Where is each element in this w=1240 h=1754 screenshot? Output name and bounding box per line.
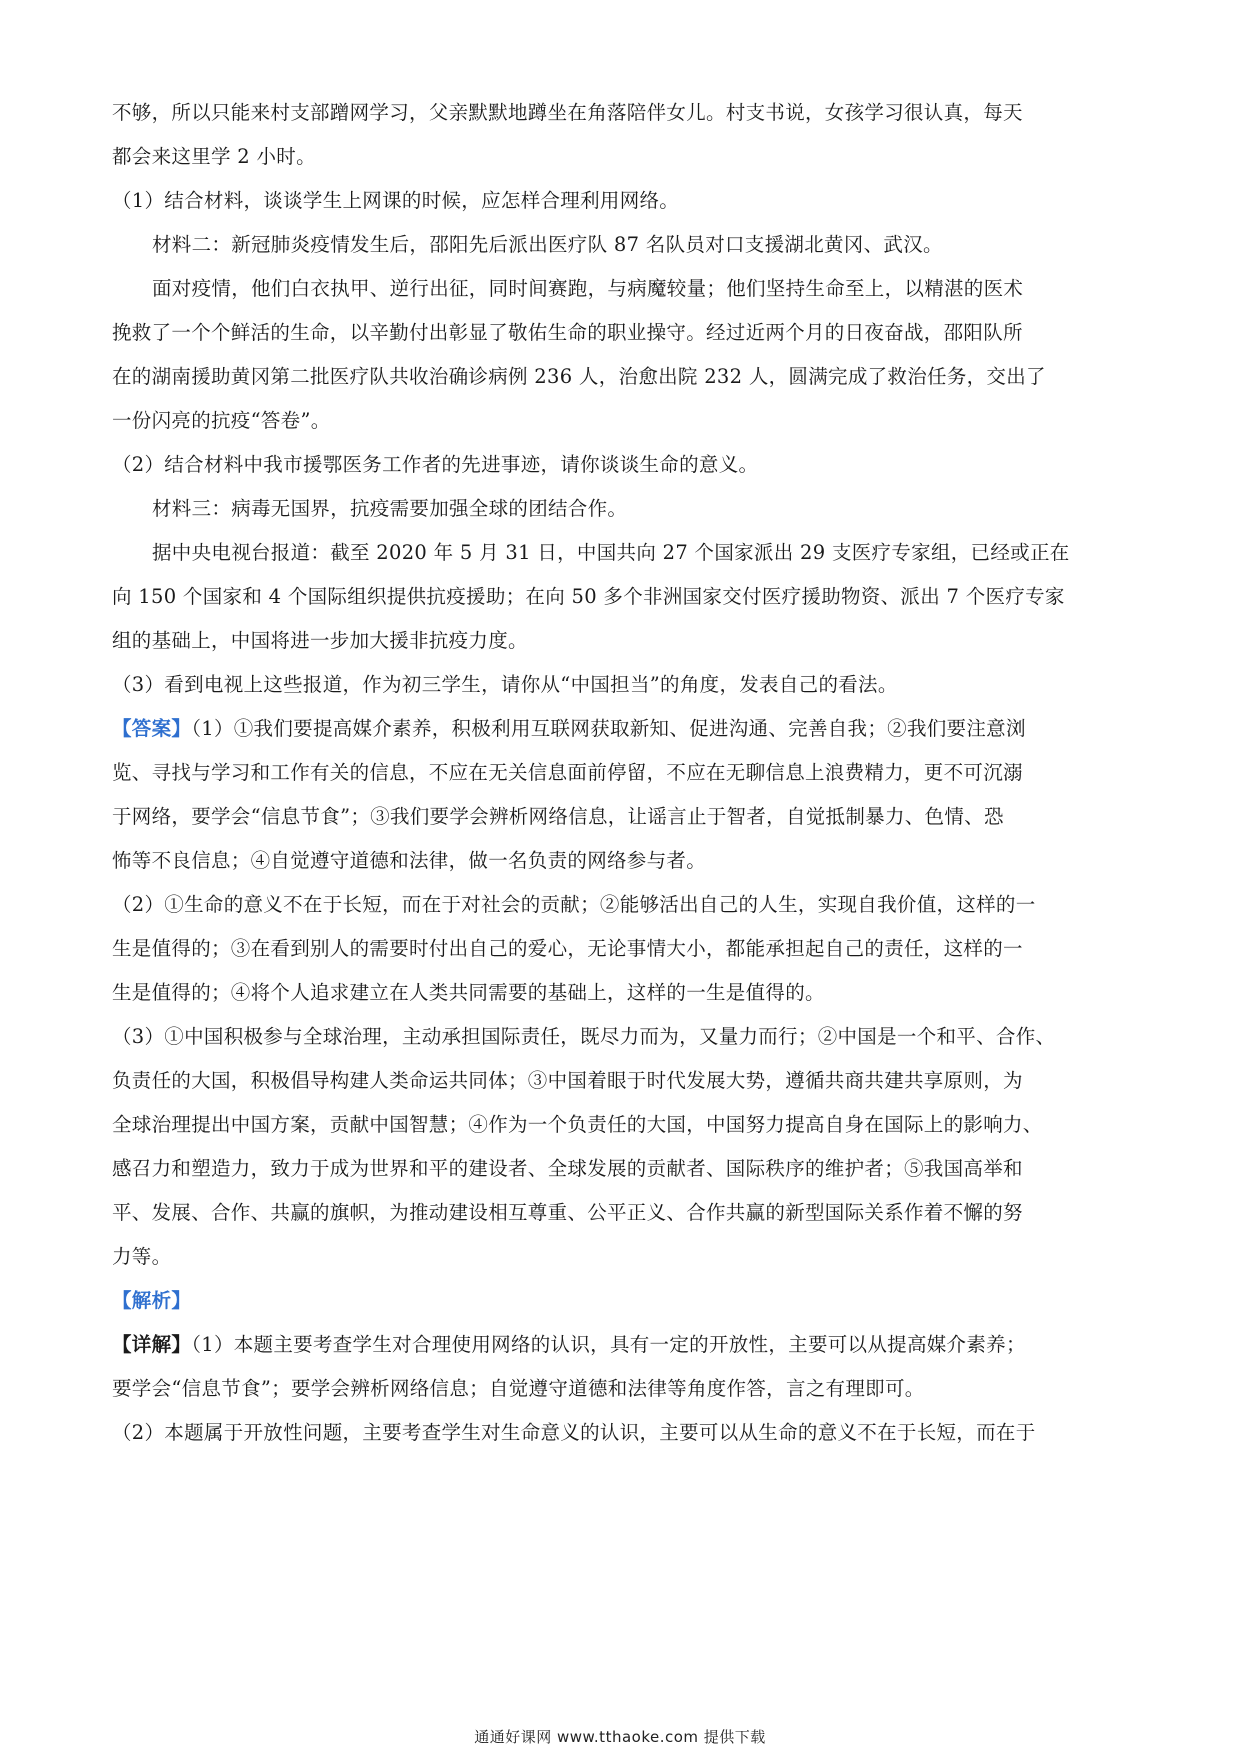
paragraph-line: 向 150 个国家和 4 个国际组织提供抗疫援助；在向 50 多个非洲国家交付医疗援助物资、派出 7 个医疗专家 [112, 585, 1065, 608]
analysis-line [112, 1286, 1130, 1316]
document-body [112, 98, 1130, 1462]
paragraph-line: 不够，所以只能来村支部蹭网学习，父亲默默地蹲坐在角落陪伴女儿。村支书说，女孩学习很认真，每天 [112, 101, 1023, 124]
answer-line: 全球治理提出中国方案，贡献中国智慧；④作为一个负责任的大国，中国努力提高自身在国际上的影响力、 [112, 1113, 1043, 1136]
analysis-tag: 【解析】 [112, 1289, 192, 1312]
detail-line: 要学会“信息节食”；要学会辨析网络信息；自觉遵守道德和法律等角度作答，言之有理即可。 [112, 1377, 925, 1400]
answer-line: 力等。 [112, 1245, 172, 1268]
paragraph-line: 一份闪亮的抗疫“答卷”。 [112, 409, 331, 432]
answer-line: 负责任的大国，积极倡导构建人类命运共同体；③中国着眼于时代发展大势，遵循共商共建共享原则，为 [112, 1069, 1023, 1092]
answer-line: 生是值得的；③在看到别人的需要时付出自己的爱心，无论事情大小，都能承担起自己的责任，这样的一 [112, 937, 1023, 960]
answer-tag: 【答案】 [112, 717, 192, 740]
paragraph-line: 据中央电视台报道：截至 2020 年 5 月 31 日，中国共向 27 个国家派出 29 支医疗专家组，已经或正在 [152, 541, 1070, 564]
question-2: （2）结合材料中我市援鄂医务工作者的先进事迹，请你谈谈生命的意义。 [112, 453, 759, 476]
material-2-heading: 材料二：新冠肺炎疫情发生后，邵阳先后派出医疗队 87 名队员对口支援湖北黄冈、武汉。 [152, 233, 943, 256]
material-3-heading: 材料三：病毒无国界，抗疫需要加强全球的团结合作。 [152, 497, 628, 520]
answer-line: （2）①生命的意义不在于长短，而在于对社会的贡献；②能够活出自己的人生，实现自我价值，这样的一 [112, 893, 1036, 916]
paragraph-line: 都会来这里学 2 小时。 [112, 145, 316, 168]
detail-text: （1）本题主要考查学生对合理使用网络的认识，具有一定的开放性，主要可以从提高媒介素养； [191, 1333, 1026, 1356]
answer-line: 于网络，要学会“信息节食”；③我们要学会辨析网络信息，让谣言止于智者，自觉抵制暴力、色情、恐 [112, 805, 1004, 828]
detail-line [112, 1330, 1130, 1360]
paragraph-line: 挽救了一个个鲜活的生命，以辛勤付出彰显了敬佑生命的职业操守。经过近两个月的日夜奋战，邵阳队所 [112, 321, 1023, 344]
paragraph-line: 组的基础上，中国将进一步加大援非抗疫力度。 [112, 629, 528, 652]
answer-line: 生是值得的；④将个人追求建立在人类共同需要的基础上，这样的一生是值得的。 [112, 981, 825, 1004]
paragraph-line: 面对疫情，他们白衣执甲、逆行出征，同时间赛跑，与病魔较量；他们坚持生命至上，以精湛的医术 [152, 277, 1024, 300]
answer-text: （1）①我们要提高媒介素养，积极利用互联网获取新知、促进沟通、完善自我；②我们要注意浏 [191, 717, 1026, 740]
answer-line: （3）①中国积极参与全球治理，主动承担国际责任，既尽力而为，又量力而行；②中国是一个和平、合作、 [112, 1025, 1056, 1048]
question-3: （3）看到电视上这些报道，作为初三学生，请你从“中国担当”的角度，发表自己的看法。 [112, 673, 898, 696]
answer-line: 感召力和塑造力，致力于成为世界和平的建设者、全球发展的贡献者、国际秩序的维护者；⑤我国高举和 [112, 1157, 1023, 1180]
answer-line [112, 714, 1130, 744]
detail-line: （2）本题属于开放性问题，主要考查学生对生命意义的认识，主要可以从生命的意义不在于长短，而在于 [112, 1421, 1036, 1444]
detail-tag: 【详解】 [112, 1333, 192, 1356]
question-1: （1）结合材料，谈谈学生上网课的时候，应怎样合理利用网络。 [112, 189, 680, 212]
answer-line: 平、发展、合作、共赢的旗帜，为推动建设相互尊重、公平正义、合作共赢的新型国际关系作着不懈的努 [112, 1201, 1023, 1224]
paragraph-line: 在的湖南援助黄冈第二批医疗队共收治确诊病例 236 人，治愈出院 232 人，圆满完成了救治任务，交出了 [112, 365, 1046, 388]
answer-line: 怖等不良信息；④自觉遵守道德和法律，做一名负责的网络参与者。 [112, 849, 707, 872]
footer-watermark: 通通好课网 www.tthaoke.com 提供下载 [474, 1728, 766, 1746]
answer-line: 览、寻找与学习和工作有关的信息，不应在无关信息面前停留，不应在无聊信息上浪费精力，更不可沉溺 [112, 761, 1023, 784]
